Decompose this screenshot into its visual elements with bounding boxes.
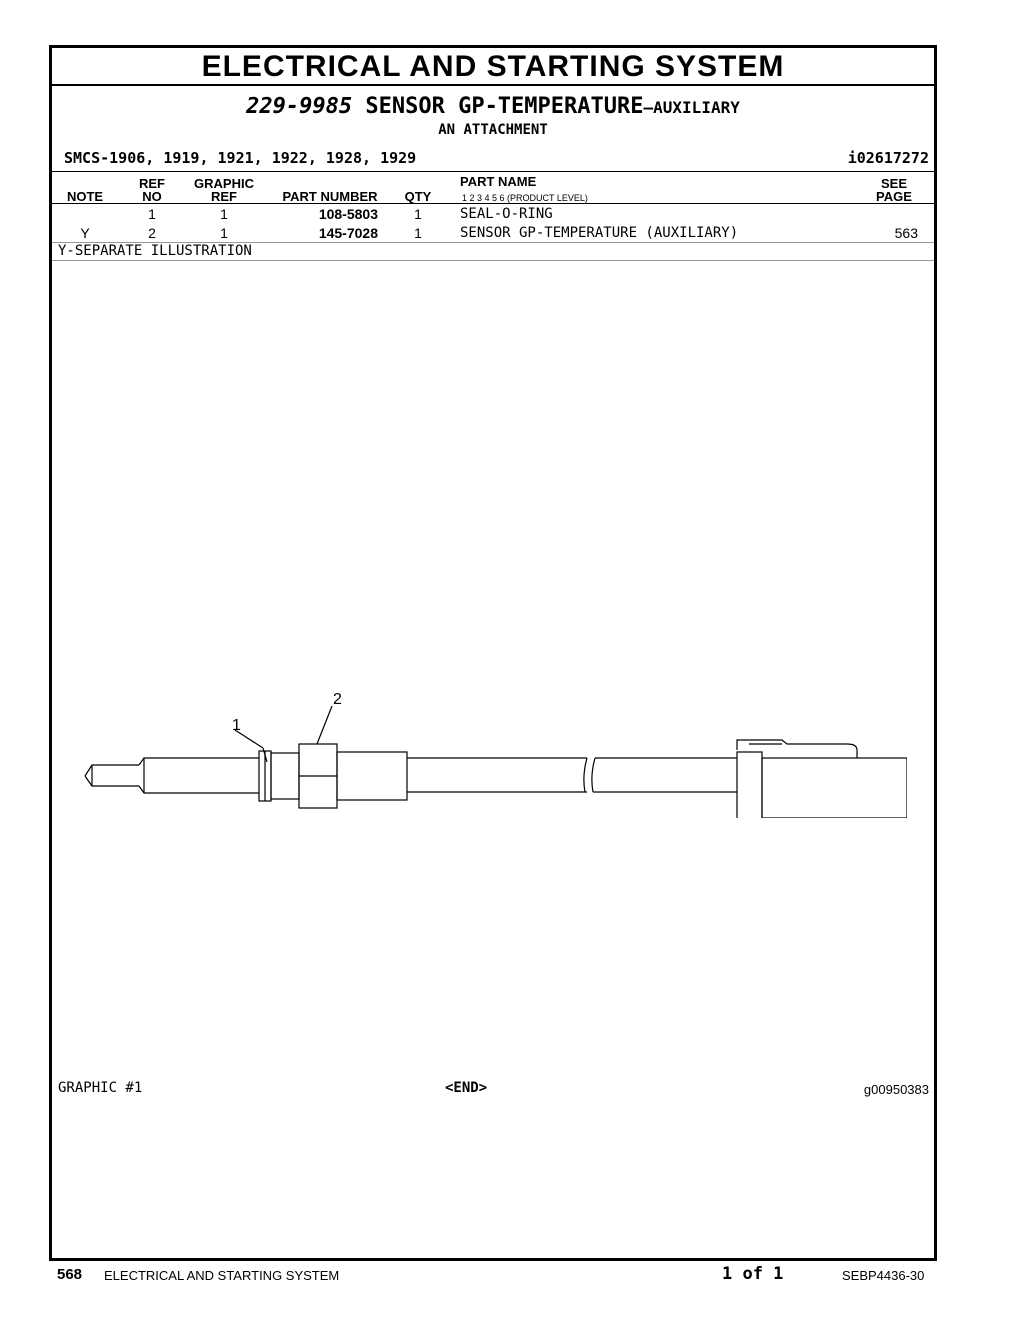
col-header-see-page-2: PAGE	[876, 189, 912, 204]
graphic-label: GRAPHIC #1	[58, 1080, 143, 1096]
col-header-graphic-ref-1: GRAPHIC	[194, 176, 254, 191]
cell-ref-no: 1	[148, 206, 156, 222]
product-level-legend: 1 2 3 4 5 6 (PRODUCT LEVEL)	[462, 193, 588, 203]
cell-part-name: SENSOR GP-TEMPERATURE (AUXILIARY)	[460, 225, 739, 241]
cell-qty: 1	[414, 225, 422, 241]
probe-tip-top	[85, 765, 139, 776]
cell-part-number: 108-5803	[318, 206, 378, 222]
col-header-see-page-1: SEE	[880, 176, 907, 191]
col-header-graphic-ref-2: REF	[211, 189, 237, 204]
footer-section-title: ELECTRICAL AND STARTING SYSTEM	[104, 1268, 340, 1283]
part-heading-suffix: —AUXILIARY	[643, 98, 740, 117]
cell-graphic-ref: 1	[220, 206, 228, 222]
callout-1: 1	[232, 717, 241, 734]
part-heading-number: 229-9985	[246, 94, 353, 119]
connector-body	[762, 758, 907, 818]
page-count: 1 of 1	[722, 1264, 784, 1284]
col-header-qty: QTY	[404, 189, 432, 204]
col-header-ref-no-2: NO	[142, 189, 162, 204]
col-header-ref-no-1: REF	[139, 176, 165, 191]
col-header-part-number: PART NUMBER	[282, 189, 378, 204]
table-footnote: Y-SEPARATE ILLUSTRATION	[58, 243, 252, 259]
connector-collar	[737, 752, 762, 818]
page-number: 568	[57, 1266, 83, 1283]
table-top-rule	[52, 171, 934, 172]
cell-see-page: 563	[894, 225, 918, 241]
table-header-rule	[52, 203, 934, 204]
callout-2: 2	[333, 691, 342, 708]
probe-tip-bottom	[85, 776, 139, 786]
cell-ref-no: 2	[148, 225, 156, 241]
smcs-codes: SMCS-1906, 1919, 1921, 1922, 1928, 1929	[64, 149, 417, 167]
end-marker: <END>	[445, 1080, 488, 1096]
footnote-rule	[52, 260, 934, 261]
cell-note: Y	[80, 225, 90, 241]
page-frame	[49, 45, 937, 1261]
section-title: ELECTRICAL AND STARTING SYSTEM	[52, 48, 934, 86]
cell-part-number: 145-7028	[318, 225, 378, 241]
attachment-label: AN ATTACHMENT	[438, 122, 548, 138]
cell-graphic-ref: 1	[220, 225, 228, 241]
sensor-illustration	[77, 678, 907, 818]
graphic-id: g00950383	[863, 1082, 929, 1097]
col-header-note: NOTE	[66, 189, 104, 204]
connector-latch	[737, 740, 857, 758]
col-header-part-name: PART NAME	[460, 174, 537, 189]
part-heading	[52, 94, 934, 119]
document-id: SEBP4436-30	[842, 1268, 925, 1283]
info-id: i02617272	[847, 149, 929, 167]
cell-part-name: SEAL-O-RING	[460, 206, 553, 222]
cell-qty: 1	[414, 206, 422, 222]
part-heading-name: SENSOR GP-TEMPERATURE	[365, 94, 644, 119]
